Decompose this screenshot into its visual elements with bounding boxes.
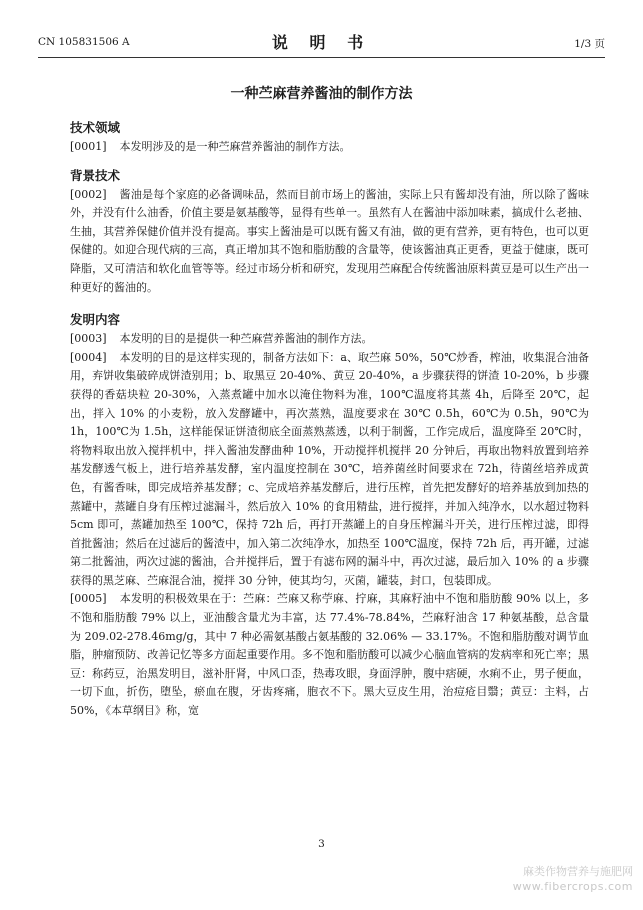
paragraph-text: 本发明的目的是这样实现的，制备方法如下：a、取苎麻 50%，50℃炒香，榨油，收集混合油备用，弃饼收集破碎成饼渣别用；b、取黑豆 20-40%、黄豆 20-40%，a 步骤获得的饼渣 10-20%，b 步骤获得的香菇块粒 20-30%，入蒸煮罐中加水以淹住物料为准，100℃温度将其蒸 4h，后降至 20℃，起出，拌入 10% 的小麦粉，放入发酵罐中，再次蒸熟，温度要求在 30℃ 0.5h，60℃为 0.5h，90℃为 1h，100℃为 1.5h，这样能保证饼渣彻底全面蒸熟蒸透，以利于制酱，工作完成后，温度降至 20℃时，将物料取出放入搅拌机中，拌入酱油发酵曲种 10%，开动搅拌机搅拌 20 分钟后，再取出物料放置到培养基发酵透气板上，进行培养基发酵，室内温度控制在 30℃，培养菌丝时间要求在 72h，待菌丝培养成黄色，有酱香味，即完成培养基发酵；c、完成培养基发酵后，进行压榨，首先把发酵好的培养基放到加热的蒸罐中，蒸罐自身有压榨过滤漏斗，然后放入 10% 的食用精盐，进行搅拌，并加入纯净水，以水超过物料 5cm 即可，蒸罐加热至 100℃，保持 72h 后，再打开蒸罐上的自身压榨漏斗开关，进行压榨过滤，即得首批酱油；然后在过滤后的酱渣中，加入第二次纯净水，加热至 100℃温度，保持 72h 后，再开罐，过滤第二批酱油，两次过滤的酱油，合并搅拌后，置于有滤布网的漏斗中，再次过滤，最后加入 10% 的 a 步骤获得的黑芝麻、苎麻混合油，搅拌 30 分钟，使其均匀，灭菌，罐装，封口，包装即成。 — [70, 350, 589, 587]
page-indicator: 1/3 页 — [574, 38, 605, 50]
paragraph-0002 — [70, 186, 589, 298]
paragraph-text: 酱油是每个家庭的必备调味品，然而目前市场上的酱油，实际上只有酱却没有油，所以除了酱味外，并没有什么油香，价值主要是氨基酸等，显得有些单一。虽然有人在酱油中添加味素，搞成什么老抽、生抽，其营养保健价值并没有提高。事实上酱油是可以既有酱又有油，做的更有营养，更有特色，也可以更保健的。如迎合现代病的三高，真正增加其不饱和脂肪酸的含量等，使该酱油真正更香，更益于健康，既可降脂，又可清洁和软化血管等等。经过市场分析和研究，发现用苎麻配合传统酱油原料黄豆是可以生产出一种更好的酱油的。 — [70, 187, 589, 294]
publication-number: CN 105831506 A — [38, 36, 130, 48]
header-section-title: 说 明 书 — [271, 33, 372, 52]
document-title: 一种苎麻营养酱油的制作方法 — [230, 86, 413, 102]
paragraph-0001 — [70, 138, 589, 157]
watermark-url: www.fibercrops.com — [512, 880, 633, 893]
paragraph-0003 — [70, 330, 589, 349]
paragraph-text: 本发明的积极效果在于：苎麻：苎麻又称苧麻、拧麻，其麻籽油中不饱和脂肪酸 90% 以上，多不饱和脂肪酸 79% 以上，亚油酸含量尤为丰富，达 77.4%-78.84%，苎麻籽油含 17 种氨基酸，总含量为 209.02-278.46mg/g，其中 7 种必需氨基酸占氨基酸的 32.06% — 33.17%。不饱和脂肪酸对调节血脂，肿瘤预防、改善记忆等多方面起重要作用。多不饱和脂肪酸可以减少心脑血管病的发病率和死亡率；黑豆：称药豆，治黑发明目，滋补肝肾，中风口歪，热毒攻眼，身面浮肿，腹中痞硬，水痢不止，男子便血，一切下血，折伤，堕坠，瘀血在腹，牙齿疼痛，胞衣不下。黑大豆皮生用，治痘疮目翳；黄豆：主料，占 50%，《本草纲目》称，宽 — [70, 592, 589, 718]
paragraph-text: 本发明的目的是提供一种苎麻营养酱油的制作方法。 — [119, 332, 373, 346]
paragraph-number: [0002] — [70, 187, 107, 201]
section-heading-background: 背景技术 — [70, 167, 121, 183]
paragraph-number: [0001] — [70, 140, 107, 153]
paragraph-number: [0004] — [70, 350, 107, 364]
paragraph-number: [0005] — [70, 592, 107, 606]
watermark-site-name: 麻类作物营养与施肥网 — [523, 865, 633, 878]
header-divider — [38, 57, 605, 58]
paragraph-0005 — [70, 590, 589, 720]
section-heading-tech-field: 技术领域 — [70, 120, 121, 135]
page-header — [38, 30, 605, 54]
section-heading-invention: 发明内容 — [70, 312, 121, 328]
page-number: 3 — [318, 838, 325, 850]
paragraph-0004 — [70, 349, 589, 591]
paragraph-text: 本发明涉及的是一种苎麻营养酱油的制作方法。 — [119, 140, 351, 153]
paragraph-number: [0003] — [70, 332, 107, 346]
document-body — [70, 118, 589, 721]
watermark — [501, 864, 633, 904]
